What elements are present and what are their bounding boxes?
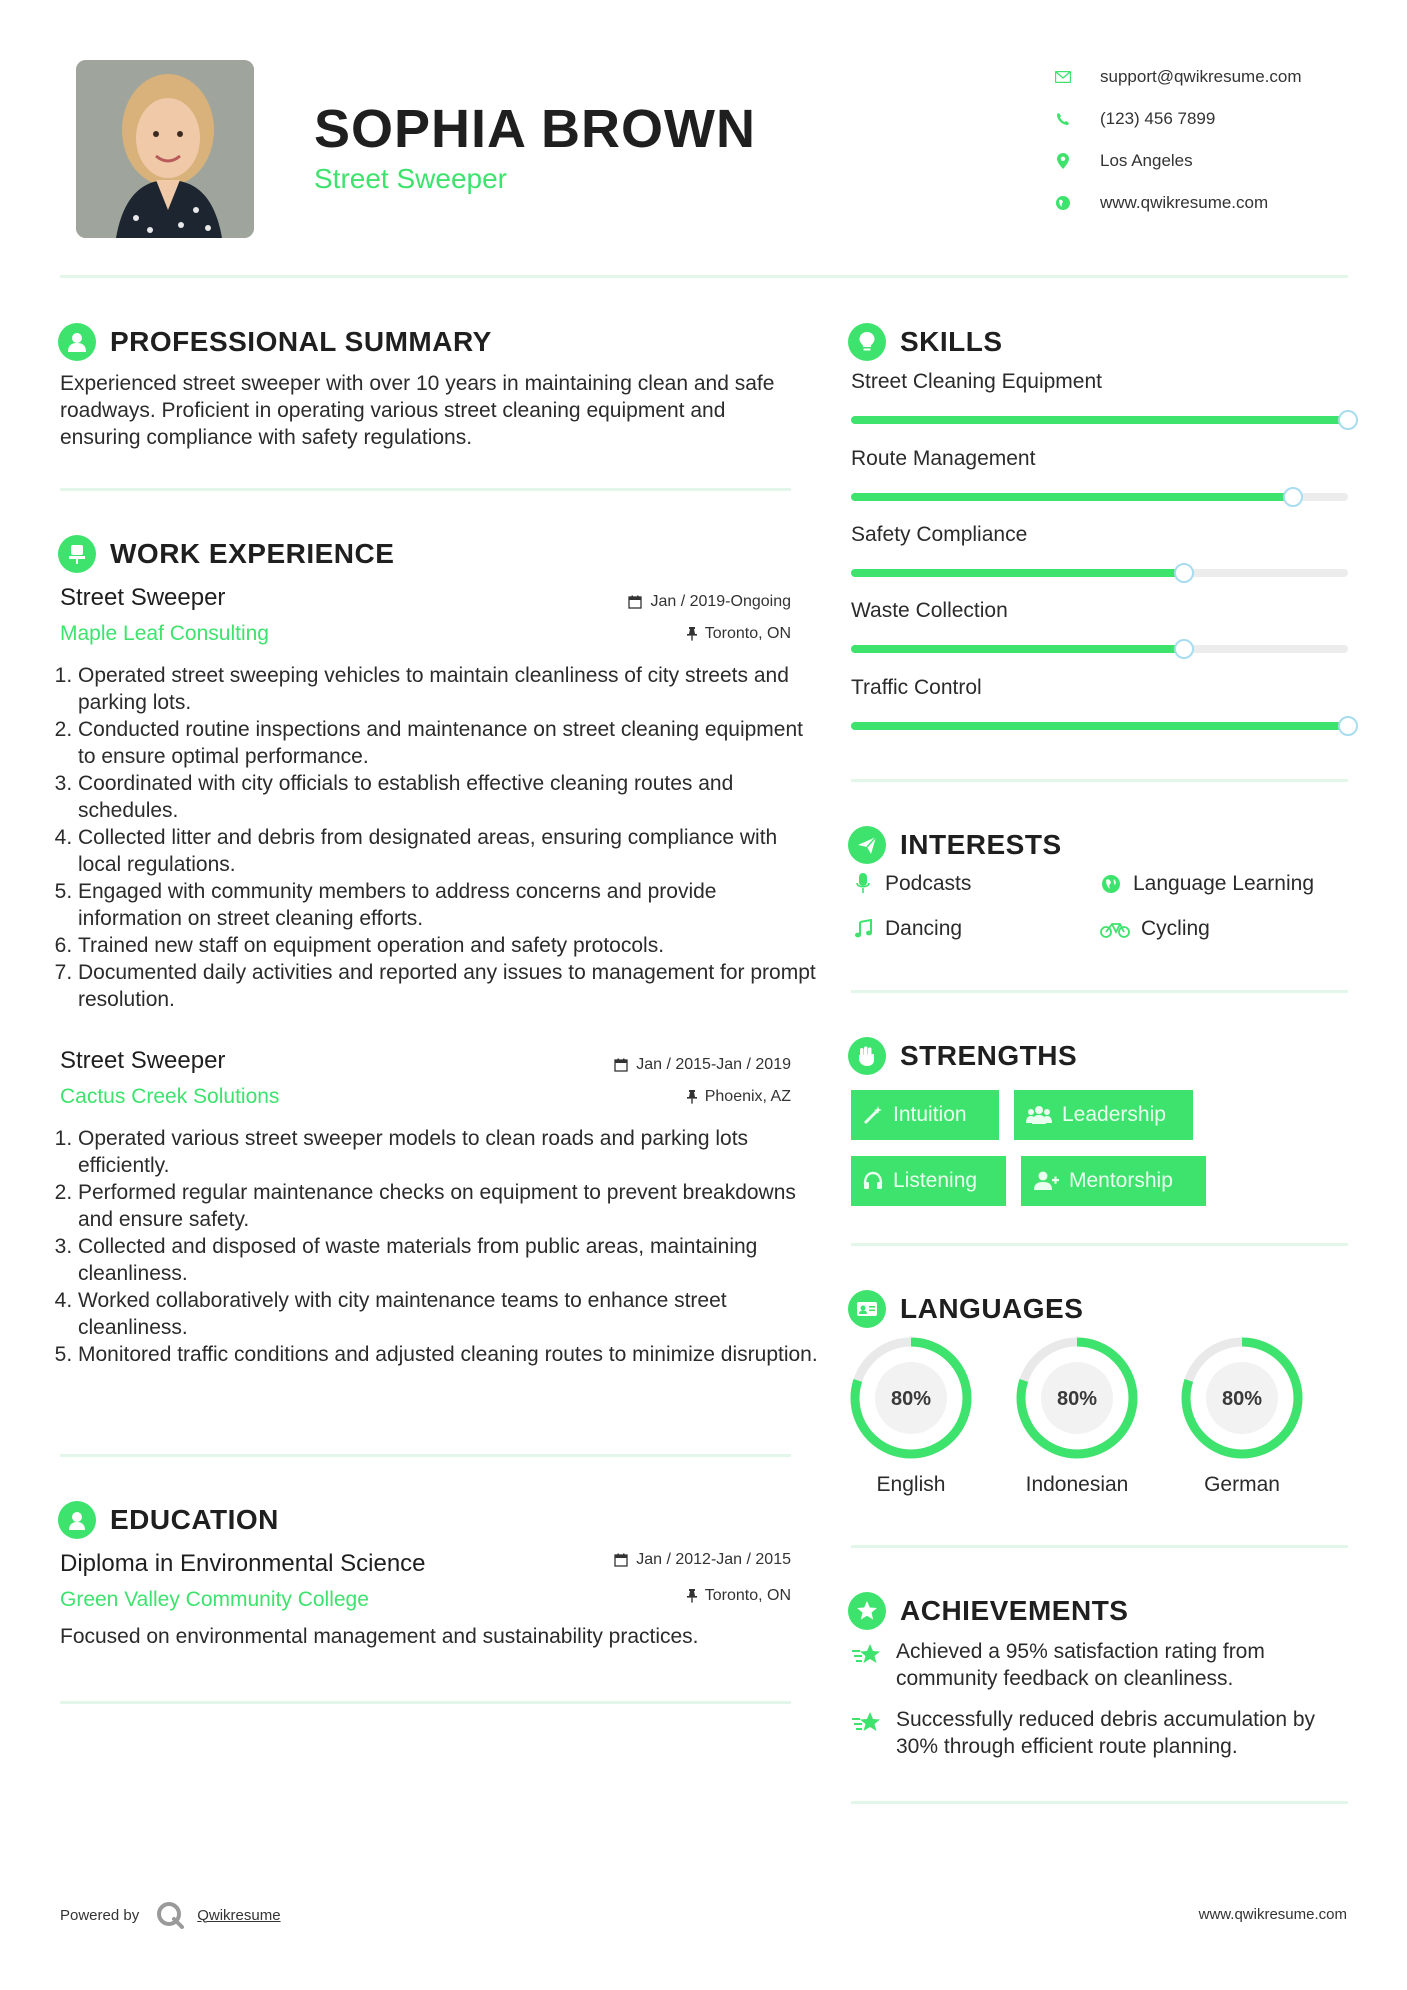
languages-divider xyxy=(851,1545,1348,1548)
strength-chip xyxy=(851,1156,1006,1206)
interest-item xyxy=(851,872,971,896)
job-2-location-text: Phoenix, AZ xyxy=(704,1088,791,1105)
calendar-icon xyxy=(614,1553,628,1567)
language-percent: 80% xyxy=(1056,1388,1098,1410)
education-location xyxy=(490,1587,791,1605)
map-pin-icon xyxy=(1052,150,1074,172)
education-divider xyxy=(60,1701,791,1704)
job-2-dates xyxy=(490,1056,791,1074)
job-1-dates xyxy=(490,593,791,611)
skill-fill xyxy=(851,416,1348,424)
strength-chip xyxy=(851,1090,999,1140)
strengths-heading xyxy=(848,1037,1077,1075)
job-2-duty: 1. Operated various street sweeper models to clean roads and parking lots efficiently. xyxy=(78,1125,818,1179)
skill-knob xyxy=(1174,563,1194,583)
job-1-title: Street Sweeper xyxy=(60,584,226,611)
calendar-icon xyxy=(614,1058,628,1072)
skill-bar xyxy=(851,493,1348,501)
job-2-duty: 4. Worked collaboratively with city maintenance teams to enhance street cleanliness. xyxy=(78,1287,818,1341)
achievement-text: Successfully reduced debris accumulation by 30% through efficient route planning. xyxy=(896,1708,1316,1758)
achievements-divider xyxy=(851,1801,1348,1804)
skill-knob xyxy=(1338,410,1358,430)
education-dates xyxy=(490,1551,791,1569)
job-2-duty: 5. Monitored traffic conditions and adjusted cleaning routes to minimize disruption. xyxy=(78,1341,818,1368)
interest-label: Language Learning xyxy=(1133,872,1315,895)
skill-knob xyxy=(1338,716,1358,736)
work-heading xyxy=(58,535,394,573)
skill-bar xyxy=(851,645,1348,653)
fist-icon xyxy=(848,1037,886,1075)
job-1-duty: 5. Engaged with community members to address concerns and provide information on street cleaning efforts. xyxy=(78,878,818,932)
profile-photo xyxy=(76,60,254,238)
education-location-text: Toronto, ON xyxy=(704,1587,791,1604)
strength-chip xyxy=(1014,1090,1193,1140)
skill-fill xyxy=(851,645,1184,653)
achievements-heading-label: ACHIEVEMENTS xyxy=(900,1595,1129,1626)
powered-by-label: Powered by xyxy=(60,1906,140,1924)
pushpin-icon xyxy=(687,1589,697,1603)
star-icon xyxy=(850,1638,884,1672)
pushpin-icon xyxy=(687,627,697,641)
language-item xyxy=(1180,1336,1304,1465)
job-1-duty: 3. Coordinated with city officials to establish effective cleaning routes and schedules. xyxy=(78,770,818,824)
envelope-icon xyxy=(1052,66,1074,88)
strength-chip xyxy=(1021,1156,1206,1206)
contact-website[interactable] xyxy=(1052,182,1352,224)
interest-item xyxy=(851,917,962,941)
language-name: English xyxy=(876,1473,946,1496)
contact-list xyxy=(1052,56,1352,224)
strength-label: Leadership xyxy=(1062,1103,1166,1126)
education-description: Focused on environmental management and sustainability practices. xyxy=(60,1625,699,1648)
language-ring xyxy=(1015,1336,1139,1460)
interest-item xyxy=(1099,872,1314,896)
user-icon xyxy=(58,323,96,361)
education-heading-label: EDUCATION xyxy=(110,1504,279,1535)
id-card-icon xyxy=(848,1290,886,1328)
job-2-title: Street Sweeper xyxy=(60,1047,226,1074)
job-1-duty: 2. Conducted routine inspections and maintenance on street cleaning equipment to ensure optimal performance. xyxy=(78,716,818,770)
graduate-icon xyxy=(58,1501,96,1539)
skill-knob xyxy=(1174,639,1194,659)
briefcase-icon xyxy=(58,535,96,573)
achievement-item xyxy=(850,1706,1350,1760)
skill-fill xyxy=(851,569,1184,577)
strength-label: Listening xyxy=(893,1169,978,1192)
summary-divider xyxy=(60,488,791,491)
job-2-duties xyxy=(60,1125,818,1368)
job-2-location xyxy=(490,1088,791,1106)
candidate-name: SOPHIA BROWN xyxy=(314,99,756,159)
skill-name: Safety Compliance xyxy=(851,523,1028,546)
magic-wand-icon xyxy=(863,1105,883,1125)
contact-email-text: support@qwikresume.com xyxy=(1100,67,1302,86)
summary-heading xyxy=(58,323,492,361)
contact-location-text: Los Angeles xyxy=(1100,151,1193,170)
job-1-location-text: Toronto, ON xyxy=(704,625,791,642)
work-heading-label: WORK EXPERIENCE xyxy=(110,538,395,569)
globe-icon xyxy=(1052,192,1074,214)
skill-bar xyxy=(851,569,1348,577)
job-1-location xyxy=(490,625,791,643)
interest-label: Dancing xyxy=(885,917,963,940)
skills-divider xyxy=(851,779,1348,782)
education-degree: Diploma in Environmental Science xyxy=(60,1550,426,1577)
education-school: Green Valley Community College xyxy=(60,1588,369,1611)
contact-website-text: www.qwikresume.com xyxy=(1100,193,1269,212)
strengths-divider xyxy=(851,1243,1348,1246)
skill-name: Traffic Control xyxy=(851,676,982,699)
summary-heading-label: PROFESSIONAL SUMMARY xyxy=(110,326,492,357)
job-1-duty: 1. Operated street sweeping vehicles to maintain cleanliness of city streets and parking lots. xyxy=(78,662,818,716)
contact-email[interactable] xyxy=(1052,56,1352,98)
job-1-dates-text: Jan / 2019-Ongoing xyxy=(650,593,791,610)
globe-icon xyxy=(1099,872,1123,896)
skill-knob xyxy=(1283,487,1303,507)
education-dates-text: Jan / 2012-Jan / 2015 xyxy=(636,1551,791,1568)
skill-bar xyxy=(851,416,1348,424)
interest-item xyxy=(1099,917,1210,941)
headphones-icon xyxy=(863,1171,883,1191)
paper-plane-icon xyxy=(848,826,886,864)
calendar-icon xyxy=(628,595,642,609)
footer-url[interactable]: www.qwikresume.com xyxy=(1198,1906,1347,1923)
languages-heading-label: LANGUAGES xyxy=(900,1293,1084,1324)
header-divider xyxy=(60,275,1348,278)
language-ring xyxy=(1180,1336,1304,1460)
skill-name: Street Cleaning Equipment xyxy=(851,370,1102,393)
skill-fill xyxy=(851,493,1293,501)
interests-heading xyxy=(848,826,1062,864)
bicycle-icon xyxy=(1099,917,1131,941)
skill-fill xyxy=(851,722,1348,730)
interest-label: Podcasts xyxy=(885,872,972,895)
job-1-duties xyxy=(60,662,818,1013)
language-item xyxy=(849,1336,973,1465)
job-1-duty: 7. Documented daily activities and reported any issues to management for prompt resolution. xyxy=(78,959,818,1013)
strength-label: Intuition xyxy=(893,1103,967,1126)
skills-heading-label: SKILLS xyxy=(900,326,1003,357)
education-heading xyxy=(58,1501,279,1539)
star-icon xyxy=(850,1706,884,1740)
contact-phone-text: (123) 456 7899 xyxy=(1100,109,1216,128)
music-icon xyxy=(851,917,875,941)
language-ring xyxy=(849,1336,973,1460)
languages-heading xyxy=(848,1290,1083,1328)
pushpin-icon xyxy=(687,1090,697,1104)
language-percent: 80% xyxy=(1221,1388,1263,1410)
skill-bar xyxy=(851,722,1348,730)
skill-name: Waste Collection xyxy=(851,599,1008,622)
user-plus-icon xyxy=(1033,1171,1059,1191)
job-2-duty: 2. Performed regular maintenance checks on equipment to prevent breakdowns and ensure safety. xyxy=(78,1179,818,1233)
job-1-company: Maple Leaf Consulting xyxy=(60,622,269,645)
strength-label: Mentorship xyxy=(1069,1169,1173,1192)
work-divider xyxy=(60,1454,791,1457)
contact-phone[interactable] xyxy=(1052,98,1352,140)
skills-heading xyxy=(848,323,1003,361)
interests-heading-label: INTERESTS xyxy=(900,829,1062,860)
achievement-item xyxy=(850,1638,1350,1692)
achievement-text: Achieved a 95% satisfaction rating from community feedback on cleanliness. xyxy=(896,1640,1265,1690)
interests-divider xyxy=(851,990,1348,993)
language-name: German xyxy=(1204,1473,1280,1496)
job-2-company: Cactus Creek Solutions xyxy=(60,1085,280,1108)
job-1-duty: 4. Collected litter and debris from designated areas, ensuring compliance with local regulations. xyxy=(78,824,818,878)
job-1-duty: 6. Trained new staff on equipment operation and safety protocols. xyxy=(78,932,818,959)
lightbulb-icon xyxy=(848,323,886,361)
users-icon xyxy=(1026,1105,1052,1125)
candidate-title: Street Sweeper xyxy=(314,163,507,194)
achievements-heading xyxy=(848,1592,1128,1630)
star-badge-icon xyxy=(848,1592,886,1630)
job-2-dates-text: Jan / 2015-Jan / 2019 xyxy=(636,1056,791,1073)
qwikresume-link[interactable]: Qwikresume xyxy=(197,1906,281,1924)
footer-branding xyxy=(60,1900,281,1930)
strengths-heading-label: STRENGTHS xyxy=(900,1040,1078,1071)
interest-label: Cycling xyxy=(1141,917,1210,940)
microphone-icon xyxy=(851,872,875,896)
summary-text: Experienced street sweeper with over 10 years in maintaining clean and safe roadways. Proficient in operating various street cleaning equipment and ensuring compliance with safety regulations. xyxy=(60,372,775,449)
skill-name: Route Management xyxy=(851,447,1036,470)
language-percent: 80% xyxy=(890,1388,932,1410)
job-2-duty: 3. Collected and disposed of waste materials from public areas, maintaining cleanliness. xyxy=(78,1233,818,1287)
phone-icon xyxy=(1052,108,1074,130)
language-item xyxy=(1015,1336,1139,1465)
contact-location xyxy=(1052,140,1352,182)
language-name: Indonesian xyxy=(1025,1473,1129,1496)
qwikresume-logo-icon xyxy=(155,1900,185,1930)
